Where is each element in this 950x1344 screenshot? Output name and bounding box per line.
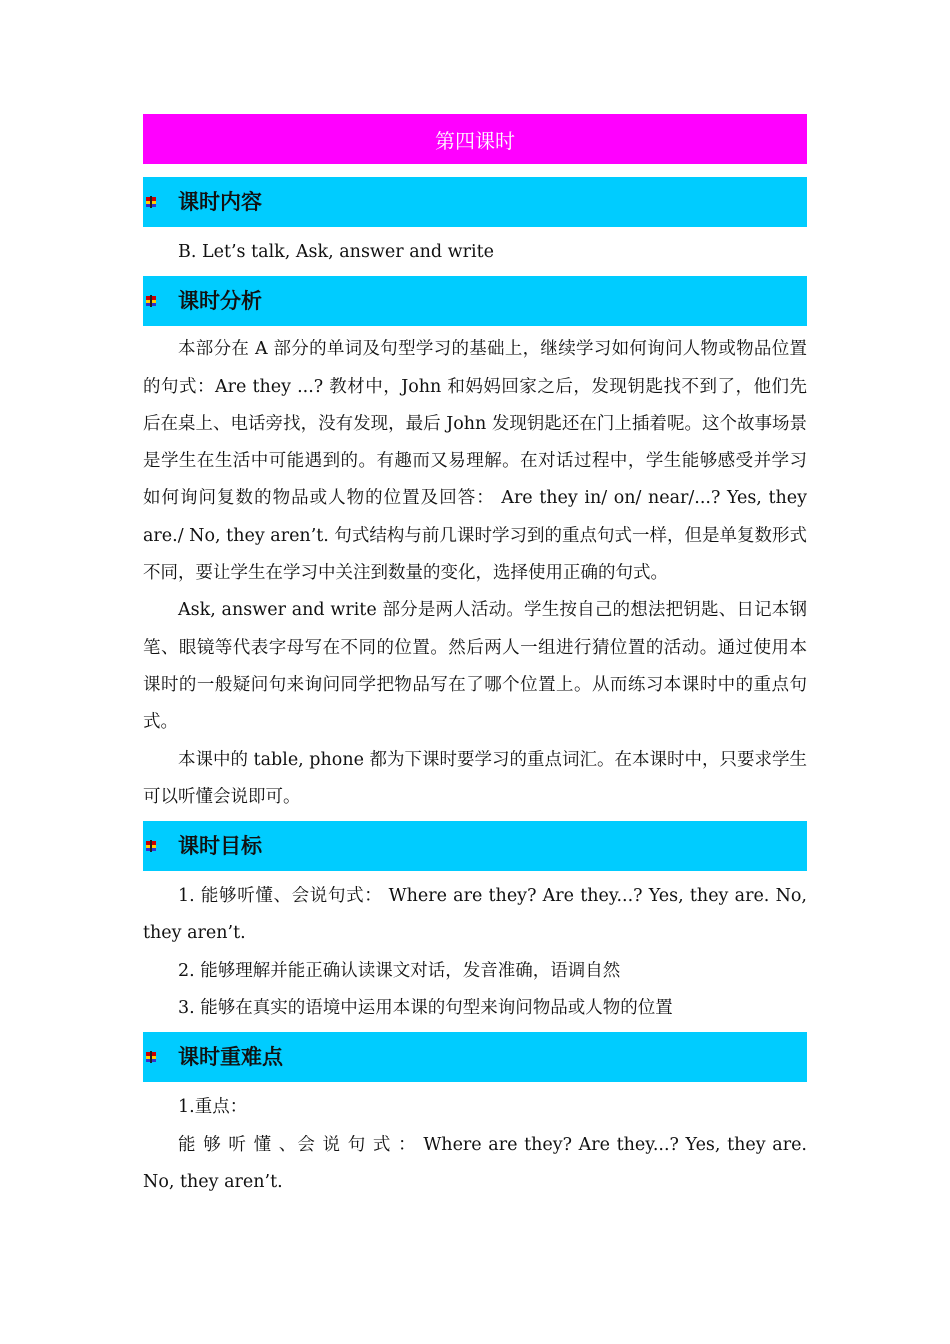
section-title: 课时目标 xyxy=(178,833,262,858)
paragraph: 能 够 听 懂 、会 说 句 式 ： Where are they? Are they...? Yes, they are. No, they aren’t. xyxy=(143,1134,807,1192)
section-header-analysis xyxy=(143,276,807,326)
paragraph: Ask, answer and write 部分是两人活动。学生按自己的想法把钥匙、日记本钢笔、眼镜等代表字母写在不同的位置。然后两人一组进行猜位置的活动。通过使用本课时的一般疑问句来询问同学把物品写在了哪个位置上。从而练习本课时中的重点句式。 xyxy=(143,600,807,733)
section-header-key-points xyxy=(143,1032,807,1082)
lesson-title-banner xyxy=(143,114,807,164)
section-header-content xyxy=(143,177,807,227)
paragraph: 3. 能够在真实的语境中运用本课的句型来询问物品或人物的位置 xyxy=(178,998,673,1019)
paragraph: 本课中的 table, phone 都为下课时要学习的重点词汇。在本课时中，只要求学生可以听懂会说即可。 xyxy=(143,749,808,807)
paragraph: 2. 能够理解并能正确认读课文对话，发音准确，语调自然 xyxy=(178,960,621,981)
book-bullet-icon xyxy=(145,295,157,307)
paragraph: B. Let’s talk, Ask, answer and write xyxy=(178,242,494,262)
book-bullet-icon xyxy=(145,1051,157,1063)
section-title: 课时内容 xyxy=(178,189,262,214)
book-bullet-icon xyxy=(145,840,157,852)
section-title: 课时分析 xyxy=(178,288,262,313)
paragraph: 1. 能够听懂、会说句式： Where are they? Are they...? Yes, they are. No, they aren’t. xyxy=(143,886,807,944)
section-title: 课时重难点 xyxy=(178,1044,283,1069)
paragraph: 1.重点： xyxy=(178,1097,248,1118)
section-header-objectives xyxy=(143,821,807,871)
lesson-title: 第四课时 xyxy=(435,128,515,153)
book-bullet-icon xyxy=(145,196,157,208)
document-page xyxy=(143,114,807,1201)
paragraph: 本部分在 A 部分的单词及句型学习的基础上，继续学习如何询问人物或物品位置的句式：Are they ...? 教材中，John 和妈妈回家之后，发现钥匙找不到了，他们先后在桌上、电话旁找，没有发现，最后 John 发现钥匙还在门上插着呢。这个故事场景是学生在生活中可能遇到的。有趣而又易理解。在对话过程中，学生能够感受并学习如何询问复数的物品或人物的位置及回答： Are they in/ on/ near/...? Yes, they are./ No, they aren’t. 句式结构与前几课时学习到的重点句式一样，但是单复数形式不同，要让学生在学习中关注到数量的变化，选择使用正确的句式。 xyxy=(143,339,807,584)
